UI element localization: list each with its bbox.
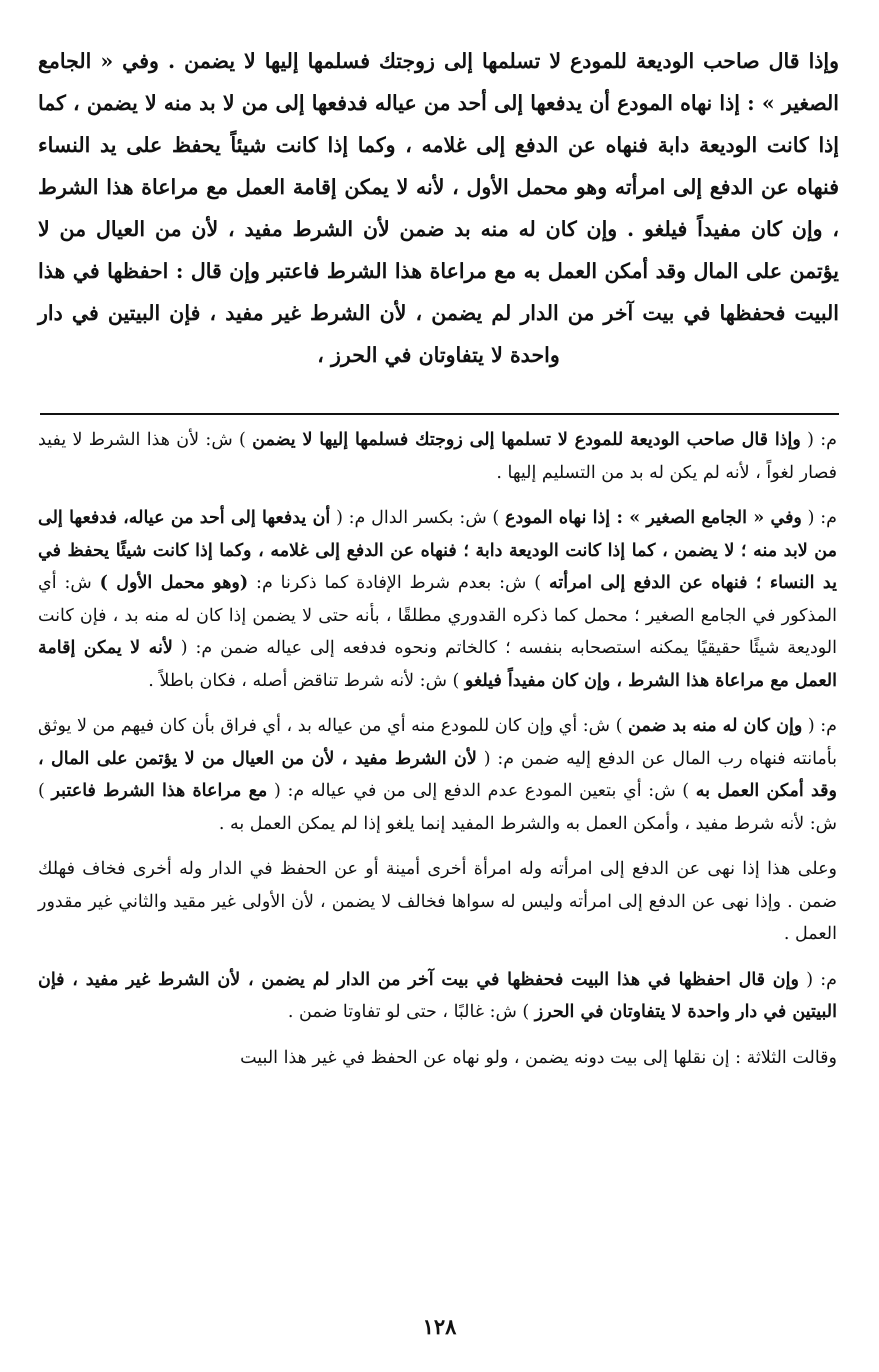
commentary-paragraph-6: وقالت الثلاثة : إن نقلها إلى بيت دونه يضمن ، ولو نهاه عن الحفظ في غير هذا البيت: [240, 1047, 837, 1068]
quoted-matn: أن يدفعها إلى أحد من عياله، فدفعها إلى من لابد منه ؛ لا يضمن ، كما إذا كانت الوديعة دابة ؛ فنهاه عن الدفع إلى غلامه ، وكما إذا كانت شيئًا يحفظ في يد النساء ؛ فنهاه عن الدفع إلى امرأته: [38, 508, 837, 593]
main-text-paragraph: وإذا قال صاحب الوديعة للمودع لا تسلمها إلى زوجتك فسلمها إليها لا يضمن . وفي « الجامع الصغير » : إذا نهاه المودع أن يدفعها إلى أحد من عياله فدفعها إلى من لا بد منه لا يضمن ، كما إذا كانت الوديعة دابة فنهاه عن الدفع إلى غلامه ، وكما إذا كانت شيئاً يحفظ على يد النساء فنهاه عن الدفع إلى امرأته وهو محمل الأول ، لأنه لا يمكن إقامة العمل مع مراعاة هذا الشرط ، وإن كان مفيداً فيلغو . وإن كان له منه بد ضمن لأن الشرط مفيد ، لأن من العيال من لا يؤتمن على المال وقد أمكن العمل به مع مراعاة هذا الشرط فاعتبر وإن قال : احفظها في هذا البيت فحفظها في بيت آخر من الدار لم يضمن ، لأن الشرط غير مفيد ، فإن البيتين في دار واحدة لا يتفاوتان في الحرز ،: [38, 49, 839, 367]
quoted-matn: وفي « الجامع الصغير » : إذا نهاه المودع: [505, 508, 802, 528]
quoted-matn: وإن كان له منه بد ضمن: [628, 716, 803, 736]
commentary-text: ) ش: غالبًا ، حتى لو تفاوتا ضمن .: [287, 1002, 530, 1022]
footnote-separator-line: [40, 413, 839, 415]
commentary-text: ) ش: أي وإن كان للمودع منه أي من عياله بد ، أي فراق بأن كان فيهم من لا يوثق بأمانته فنهاه رب المال عن الدفع إليه ضمن م: (: [38, 716, 837, 769]
quoted-matn: وإن قال احفظها في هذا البيت فحفظها في بيت آخر من الدار لم يضمن ، لأن الشرط غير مفيد ، فإن البيتين في دار واحدة لا يتفاوتان في الحرز: [38, 969, 837, 1022]
commentary-text: ) ش: لأنه شرط تناقض أصله ، فكان باطلاً .: [148, 670, 460, 691]
commentary-text: ) ش: لأنه شرط مفيد ، وأمكن العمل به والشرط المفيد إنما يلغو إذا لم يمكن العمل به .: [38, 781, 837, 834]
main-text-block: [38, 40, 839, 376]
commentary-text: ش: أي المذكور في الجامع الصغير ؛ محمل كما ذكره القدوري مطلقًا ، بأنه حتى لا يضمن إذا كان له منه بد ، فإن كانت الوديعة شيئًا حقيقيًا يمكنه استصحابه بنفسه ؛ كالخاتم ونحوه فدفعه إلى عياله ضمن م: (: [38, 573, 838, 658]
commentary-text: ) ش: لأن هذا الشرط لا يفيد فصار لغواً ، لأنه لم يكن له بد من التسليم إليها .: [38, 430, 837, 483]
quoted-matn: (وهو محمل الأول ): [99, 573, 249, 593]
quoted-matn: وإذا قال صاحب الوديعة للمودع لا تسلمها إلى زوجتك فسلمها إليها لا يضمن: [252, 430, 801, 450]
commentary-paragraph-1: [38, 424, 837, 489]
marker-text: م: (: [807, 430, 837, 450]
commentary-paragraph-3: [38, 710, 837, 840]
page-number: ١٢٨: [422, 1314, 457, 1339]
marker-text: م: (: [807, 508, 837, 528]
commentary-text: ) ش: بكسر الدال م: (: [336, 508, 500, 528]
marker-text: م: (: [806, 969, 837, 990]
marker-text: م: (: [807, 716, 837, 736]
quoted-matn: مع مراعاة هذا الشرط فاعتبر: [51, 781, 268, 801]
commentary-block: [38, 424, 837, 1087]
quoted-matn: لأنه لا يمكن إقامة العمل مع مراعاة هذا الشرط ، وإن كان مفيداً فيلغو: [38, 638, 837, 691]
commentary-paragraph-4: وعلى هذا إذا نهى عن الدفع إلى امرأته وله امرأة أخرى أمينة أو عن الحفظ في الدار وله أخرى فخاف فهلك ضمن . وإذا نهى عن الدفع إلى امرأته وليس له سواها فخالف لا يضمن ، لأن الأولى غير مقيد والثاني غير مقدور العمل .: [38, 859, 837, 944]
commentary-text: ) ش: بعدم شرط الإفادة كما ذكرنا م:: [256, 573, 542, 593]
commentary-text: ) ش: أي بتعين المودع عدم الدفع إلى من في عياله م: (: [273, 781, 690, 801]
quoted-matn: لأن الشرط مفيد ، لأن من العيال من لا يؤتمن على المال ، وقد أمكن العمل به: [38, 748, 837, 801]
commentary-paragraph-5: [38, 964, 837, 1029]
commentary-paragraph-2: [38, 502, 837, 697]
